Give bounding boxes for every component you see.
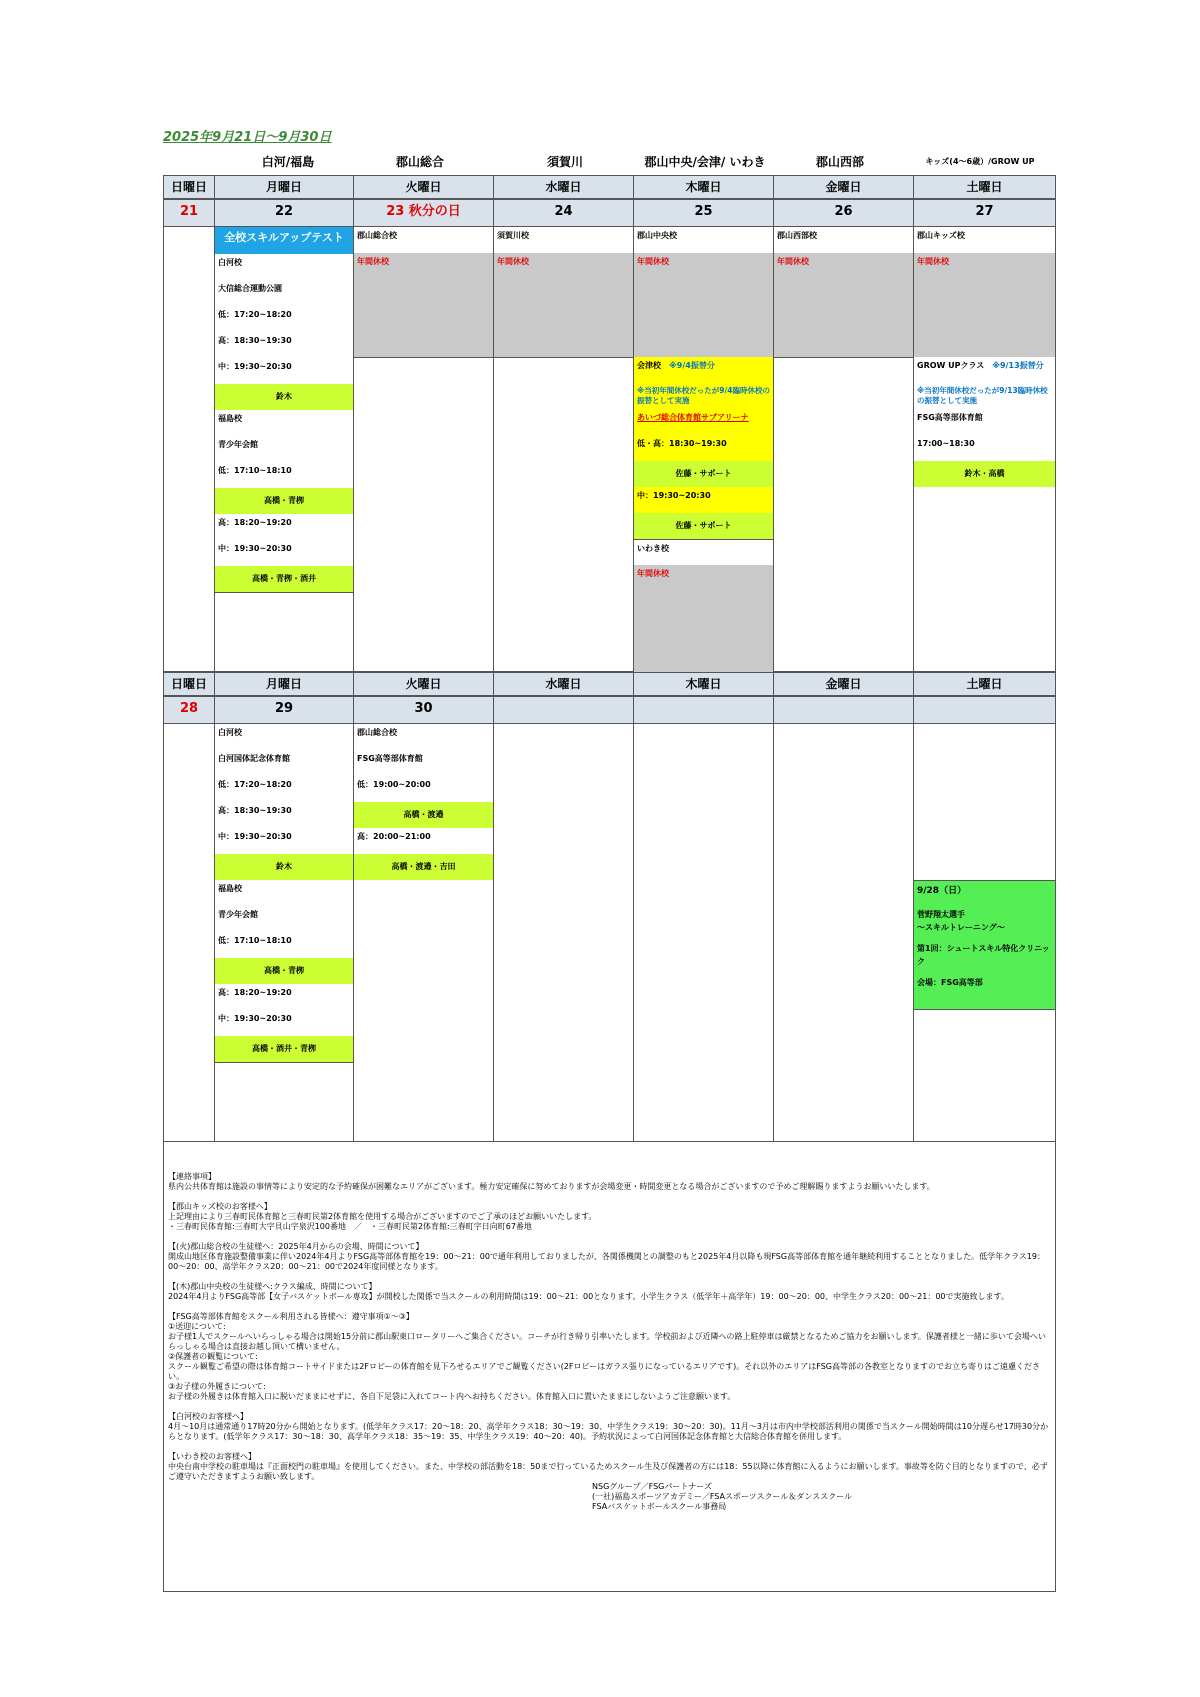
divider bbox=[354, 357, 493, 358]
monday-column bbox=[214, 227, 354, 672]
weekday-header: 金曜日 bbox=[773, 175, 914, 199]
class-time: 中：19:30~20:30 bbox=[218, 1014, 292, 1023]
closed-label: 年間休校 bbox=[497, 257, 529, 266]
thursday-column bbox=[633, 227, 774, 672]
skillup-test-banner: 全校スキルアップテスト bbox=[215, 227, 353, 254]
school-name: 郡山総合校 bbox=[357, 728, 397, 737]
closed-cell bbox=[354, 253, 493, 357]
staff-cell: 高橋・青栁・酒井 bbox=[215, 566, 353, 592]
divider bbox=[215, 592, 353, 593]
wednesday-column bbox=[493, 724, 634, 1142]
friday-column bbox=[773, 227, 914, 672]
school-name: 会津校 bbox=[637, 361, 661, 370]
date-cell: 27 bbox=[913, 199, 1056, 227]
date-cell: 23 秋分の日 bbox=[353, 199, 494, 227]
class-time: 低：17:10~18:10 bbox=[218, 466, 292, 475]
closed-cell bbox=[634, 565, 773, 672]
divider bbox=[774, 357, 913, 358]
weekday-header: 火曜日 bbox=[353, 672, 494, 696]
staff-cell: 高橋・酒井・青栁 bbox=[215, 1036, 353, 1062]
class-time: 中：19:30~20:30 bbox=[218, 362, 292, 371]
note-heading: 【FSG高等部体育館をスクール利用される皆様へ：遵守事項①～③】 bbox=[168, 1312, 414, 1321]
grow-up-cell bbox=[914, 357, 1055, 383]
weekday-header: 火曜日 bbox=[353, 175, 494, 199]
event-session: 第1回：シュートスキル特化クリニック bbox=[917, 944, 1050, 966]
monday-column bbox=[214, 724, 354, 1142]
note-text: ①送迎について: bbox=[168, 1322, 226, 1331]
note-heading: 【白河校のお客様へ】 bbox=[168, 1412, 248, 1421]
event-date: 9/28（日） bbox=[917, 886, 967, 896]
staff-cell: 佐藤・サポート bbox=[634, 461, 773, 487]
weekday-header: 木曜日 bbox=[633, 175, 774, 199]
date-cell: 29 bbox=[214, 696, 354, 724]
date-cell bbox=[913, 696, 1056, 724]
date-cell: 30 bbox=[353, 696, 494, 724]
closed-label: 年間休校 bbox=[637, 569, 669, 578]
event-venue: 会場：FSG高等部 bbox=[917, 978, 983, 987]
closed-cell bbox=[774, 253, 913, 357]
signature-line: (一社)福島スポーツアカデミー／FSAスポーツスクール＆ダンススクール bbox=[592, 1492, 853, 1501]
note-text: 上記理由により三春町民体育館と三春町民第2体育館を使用する場合がございますのでご了承のほどお願いいたします。 bbox=[168, 1212, 597, 1221]
sunday-column bbox=[163, 724, 215, 1142]
makeup-note: ※9/13振替分 bbox=[992, 361, 1044, 370]
school-name: 郡山キッズ校 bbox=[917, 231, 965, 240]
school-name: いわき校 bbox=[637, 544, 669, 553]
event-subtitle: ～スキルトレーニング～ bbox=[917, 923, 1005, 932]
weekday-header: 木曜日 bbox=[633, 672, 774, 696]
weekday-header: 月曜日 bbox=[214, 672, 354, 696]
area-label: 白河/福島 bbox=[261, 155, 315, 169]
venue-name: FSG高等部体育館 bbox=[357, 754, 423, 763]
school-name: 郡山総合校 bbox=[357, 231, 397, 240]
tuesday-column bbox=[353, 227, 494, 672]
venue-name: あいづ総合体育館サブアリーナ bbox=[637, 413, 749, 422]
makeup-detail bbox=[914, 383, 1055, 409]
weekday-header: 土曜日 bbox=[913, 175, 1056, 199]
area-labels bbox=[0, 153, 1200, 171]
area-label: 郡山中央/会津/ いわき bbox=[644, 155, 766, 169]
staff-cell: 高橋・青栁 bbox=[215, 958, 353, 984]
staff-cell: 鈴木 bbox=[215, 384, 353, 410]
class-time: 低：17:10~18:10 bbox=[218, 936, 292, 945]
class-time: 低：17:20~18:20 bbox=[218, 310, 292, 319]
date-cell: 21 bbox=[163, 199, 215, 227]
class-time: 高：18:30~19:30 bbox=[218, 336, 292, 345]
weekday-header: 日曜日 bbox=[163, 672, 215, 696]
wednesday-column bbox=[493, 227, 634, 672]
makeup-detail-text: ※当初年間休校だったが9/4臨時休校の振替として実施 bbox=[637, 386, 770, 405]
closed-label: 年間休校 bbox=[917, 257, 949, 266]
area-label: 郡山総合 bbox=[395, 155, 444, 169]
aizu-school-cell bbox=[634, 357, 773, 383]
class-time: 高：18:20~19:20 bbox=[218, 988, 292, 997]
note-text: お子様の外履きは体育館入口に脱いだままにせずに、各自下足袋に入れてコート内へお持ちください。体育館入口に置いたままにしないようご注意願います。 bbox=[168, 1392, 736, 1401]
class-time: 中：19:30~20:30 bbox=[218, 832, 292, 841]
class-time: 低：19:00~20:00 bbox=[357, 780, 431, 789]
sunday-column bbox=[163, 227, 215, 672]
staff-cell: 佐藤・サポート bbox=[634, 513, 773, 539]
note-text: お子様1人でスクールへいらっしゃる場合は開始15分前に郡山駅東口ロータリーへご集合ください。コーチが行き帰り引率いたします。学校前および近隣への路上駐停車は厳禁となるためご協力をお願いします。保護者様と一緒に歩いて会場へいらっしゃる場合は直接お越し頂いて構いません。 bbox=[168, 1332, 1046, 1351]
class-time: 高：18:30~19:30 bbox=[218, 806, 292, 815]
class-time: 高：20:00~21:00 bbox=[357, 832, 431, 841]
friday-column bbox=[773, 724, 914, 1142]
note-text: ③お子様の外履きについて: bbox=[168, 1382, 266, 1391]
staff-cell: 高橋・渡邉 bbox=[354, 802, 493, 828]
note-text: 4月～10月は通常通り17時20分から開始となります。(低学年クラス17：20～18：20、高学年クラス18：30～19：30、中学生クラス19：30～20：30)。11月～3月は市内中学校部活利用の関係で当スクール開始時間は10分遅らせ17時30分からとなります。(低学年クラス17：30～18：30、高学年クラス18：35～19：35、中学生クラス19：40～20：40)。予約状況によって白河国体記念体育館と大信総合体育館を併用します。 bbox=[168, 1422, 1049, 1441]
class-time: 中：19:30~20:30 bbox=[218, 544, 292, 553]
class-time: 17:00~18:30 bbox=[917, 439, 975, 448]
note-heading: 【いわき校のお客様へ】 bbox=[168, 1452, 256, 1461]
note-text: スクール観覧ご希望の際は体育館コートサイドまたは2Fロビーの体育館を見下ろせるエリアでご観覧ください(2Fロビーはガラス張りになっているエリアです)。それ以外のエリアはFSG高等部の各教室となりますのでお立ち寄りはご遠慮ください。 bbox=[168, 1362, 1040, 1381]
weekday-header: 月曜日 bbox=[214, 175, 354, 199]
class-time: 高：18:20~19:20 bbox=[218, 518, 292, 527]
makeup-detail bbox=[634, 383, 773, 409]
weekday-header: 水曜日 bbox=[493, 175, 634, 199]
signature-line: NSGグループ／FSGパートナーズ bbox=[592, 1482, 712, 1491]
weekday-header: 金曜日 bbox=[773, 672, 914, 696]
note-heading: 【(木)郡山中央校の生徒様へ:クラス編成、時間について】 bbox=[168, 1282, 377, 1291]
venue-name: 青少年会館 bbox=[218, 440, 258, 449]
school-name: 須賀川校 bbox=[497, 231, 529, 240]
closed-cell bbox=[494, 253, 633, 357]
venue-name: 大信総合運動公園 bbox=[218, 284, 282, 293]
note-heading: 【連絡事項】 bbox=[168, 1172, 216, 1181]
date-cell: 28 bbox=[163, 696, 215, 724]
weekday-header: 土曜日 bbox=[913, 672, 1056, 696]
class-name: GROW UPクラス bbox=[917, 361, 985, 370]
venue-name: 白河国体記念体育館 bbox=[218, 754, 290, 763]
closed-label: 年間休校 bbox=[637, 257, 669, 266]
venue-cell bbox=[634, 409, 773, 435]
staff-cell: 高橋・渡邉・吉田 bbox=[354, 854, 493, 880]
makeup-note: ※9/4振替分 bbox=[669, 361, 715, 370]
class-time: 中：19:30~20:30 bbox=[634, 487, 773, 513]
note-text: 中央台南中学校の駐車場は『正面校門の駐車場』を使用してください。また、中学校の部活動を18：50まで行っているためスクール生及び保護者の方には18：55以降に体育館に入るようにお願いします。事故等を防ぐ目的となりますので、必ずご遵守いただきますようお願い致します。 bbox=[168, 1462, 1048, 1481]
saturday-column bbox=[913, 227, 1056, 672]
staff-cell: 鈴木 bbox=[215, 854, 353, 880]
school-name: 福島校 bbox=[218, 414, 242, 423]
area-label: 須賀川 bbox=[546, 155, 583, 169]
clinic-event-cell bbox=[914, 880, 1055, 1010]
date-cell bbox=[493, 696, 634, 724]
date-cell: 24 bbox=[493, 199, 634, 227]
saturday-column bbox=[913, 724, 1056, 1142]
thursday-column bbox=[633, 724, 774, 1142]
weekday-header: 日曜日 bbox=[163, 175, 215, 199]
staff-cell: 高橋・青栁 bbox=[215, 488, 353, 514]
date-cell: 25 bbox=[633, 199, 774, 227]
closed-cell bbox=[914, 253, 1055, 357]
signature-line: FSAバスケットボールスクール事務局 bbox=[592, 1502, 727, 1511]
note-text: ②保護者の観覧について: bbox=[168, 1352, 258, 1361]
school-name: 白河校 bbox=[218, 258, 242, 267]
date-cell bbox=[633, 696, 774, 724]
class-time: 低・高：18:30~19:30 bbox=[634, 435, 773, 461]
school-name: 郡山中央校 bbox=[637, 231, 677, 240]
note-text: ・三春町民体育館:三春町大字貝山字泉沢100番地 ／ ・三春町民第2体育館:三春町字日向町67番地 bbox=[168, 1222, 532, 1231]
closed-label: 年間休校 bbox=[777, 257, 809, 266]
area-label: 郡山西部 bbox=[815, 155, 864, 169]
tuesday-column bbox=[353, 724, 494, 1142]
closed-cell bbox=[634, 253, 773, 357]
area-label: キッズ(4～6歳）/GROW UP bbox=[925, 157, 1035, 166]
notes-box bbox=[163, 1141, 1056, 1592]
date-cell: 22 bbox=[214, 199, 354, 227]
note-text: 県内公共体育館は施設の事情等により安定的な予約確保が困難なエリアがございます。極力安定確保に努めておりますが会場変更・時間変更となる場合がございますので予めご理解賜りますようお願いいたします。 bbox=[168, 1182, 935, 1191]
school-name: 福島校 bbox=[218, 884, 242, 893]
weekday-header: 水曜日 bbox=[493, 672, 634, 696]
school-name: 郡山西部校 bbox=[777, 231, 817, 240]
class-time: 低：17:20~18:20 bbox=[218, 780, 292, 789]
note-heading: 【郡山キッズ校のお客様へ】 bbox=[168, 1202, 272, 1211]
staff-cell: 鈴木・高橋 bbox=[914, 461, 1055, 487]
closed-label: 年間休校 bbox=[357, 257, 389, 266]
venue-name: FSG高等部体育館 bbox=[917, 413, 983, 422]
note-text: 開成山地区体育施設整備事業に伴い2024年4月よりFSG高等部体育館を19：00～21：00で通年利用しておりましたが、各関係機関との調整のもと2025年4月以降も現FSG高等部体育館を通年継続利用することとなりました。低学年クラス19：00～20：00、高学年クラス20：00～21：00で2024年度同様となります。 bbox=[168, 1252, 1046, 1271]
note-text: 2024年4月よりFSG高等部【女子バスケットボール専攻】が開校した関係で当スクールの利用時間は19：00～21：00となります。小学生クラス（低学年＋高学年）19：00～20：00、中学生クラス20：00～21：00で実施致します。 bbox=[168, 1292, 1009, 1301]
date-cell bbox=[773, 696, 914, 724]
event-player: 菅野翔太選手 bbox=[917, 910, 965, 919]
page-title: 2025年9月21日～9月30日 bbox=[163, 130, 332, 145]
venue-name: 青少年会館 bbox=[218, 910, 258, 919]
note-heading: 【(火)郡山総合校の生徒様へ：2025年4月からの会場、時間について】 bbox=[168, 1242, 424, 1251]
school-name: 白河校 bbox=[218, 728, 242, 737]
divider bbox=[215, 1062, 353, 1063]
divider bbox=[494, 357, 633, 358]
makeup-detail-text: ※当初年間休校だったが9/13臨時休校の振替として実施 bbox=[917, 386, 1048, 405]
date-cell: 26 bbox=[773, 199, 914, 227]
